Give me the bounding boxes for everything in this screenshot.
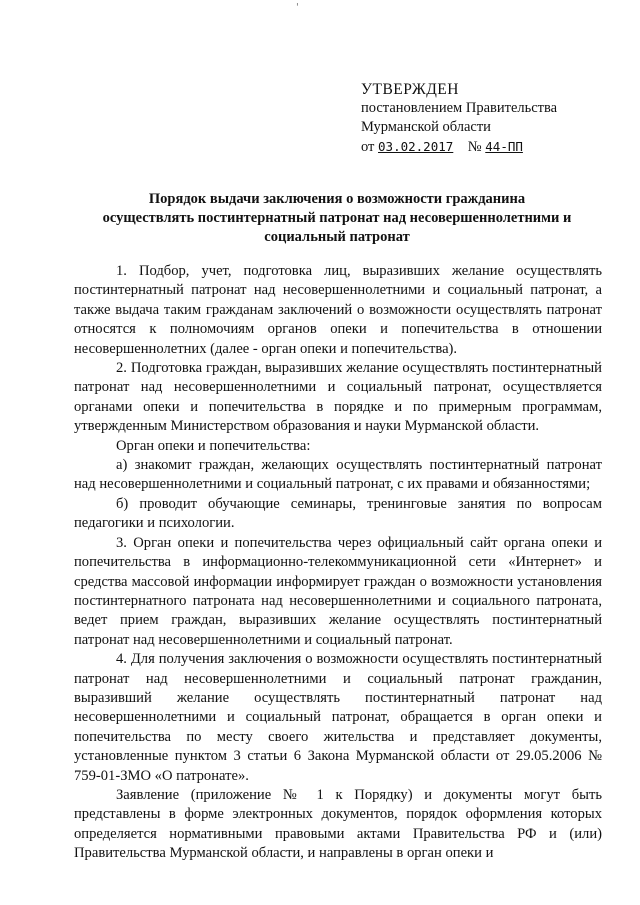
title-line-1: Порядок выдачи заключения о возможности гражданина [148,191,526,207]
paragraph-5: б) проводит обучающие семинары, тренинговые занятия по вопросам педагогики и психологии. [74,495,602,532]
paragraph-2: 2. Подготовка граждан, выразивших желание осуществлять постинтернатный патронат над несовершеннолетними и социальный патронат, осуществляется органами опеки и попечительства в порядке и по примерным программам, утвержденным Министерством образования и науки Мурманской области. [74,360,602,435]
document-body [74,262,602,864]
approval-from-label: от [361,139,375,155]
approval-line-1: постановлением Правительства [361,100,558,116]
paragraph-1: 1. Подбор, учет, подготовка лиц, выразивших желание осуществлять постинтернатный патронат над несовершеннолетними и социальный патронат, а также выдача таким гражданам заключений о возможности осуществлять патронат относятся к полномочиям органов опеки и попечительства в отношении несовершеннолетних (далее - орган опеки и попечительства). [74,263,602,357]
approval-number-label: № [467,139,482,155]
top-margin-mark: ' [296,2,299,13]
title-line-2: осуществлять постинтернатный патронат над несовершеннолетними и [102,210,572,226]
approval-date-line [361,137,601,157]
paragraph-7: 4. Для получения заключения о возможности осуществлять постинтернатный патронат над несовершеннолетними и социальный патронат гражданин, выразивший желание осуществлять постинтернатный патронат над несовершеннолетними и социальный патронат, обращается в орган опеки и попечительства по месту своего жительства и представляет документы, установленные пунктом 3 статьи 6 Закона Мурманской области от 29.05.2006 № 759-01-ЗМО «О патронате». [74,651,602,784]
paragraph-8: Заявление (приложение № 1 к Порядку) и документы могут быть представлены в форме электронных документов, порядок оформления которых определяется нормативными правовыми актами Правительства РФ и (или) Правительства Мурманской области, и направлены в орган опеки и [74,786,602,862]
paragraph-3: Орган опеки и попечительства: [116,437,311,454]
approval-number: 44-ПП [485,139,523,154]
paragraph-6: 3. Орган опеки и попечительства через официальный сайт органа опеки и попечительства в информационно-телекоммуникационной сети «Интернет» и средства массовой информации информирует граждан о возможности установления постинтернатного патроната над несовершеннолетними и социального патроната, ведет прием граждан, выразивших желание осуществлять постинтернатный патронат над несовершеннолетними и социальный патронат. [74,534,602,648]
approval-line-2: Мурманской области [361,119,491,135]
document-title [72,190,602,247]
paragraph-4: а) знакомит граждан, желающих осуществлять постинтернатный патронат над несовершеннолетними и социальный патронат, с их правами и обязанностями; [74,457,602,493]
title-line-3: социальный патронат [264,229,410,245]
approval-block [361,80,601,157]
approval-date: 03.02.2017 [378,139,454,154]
approval-heading: УТВЕРЖДЕН [361,81,459,98]
